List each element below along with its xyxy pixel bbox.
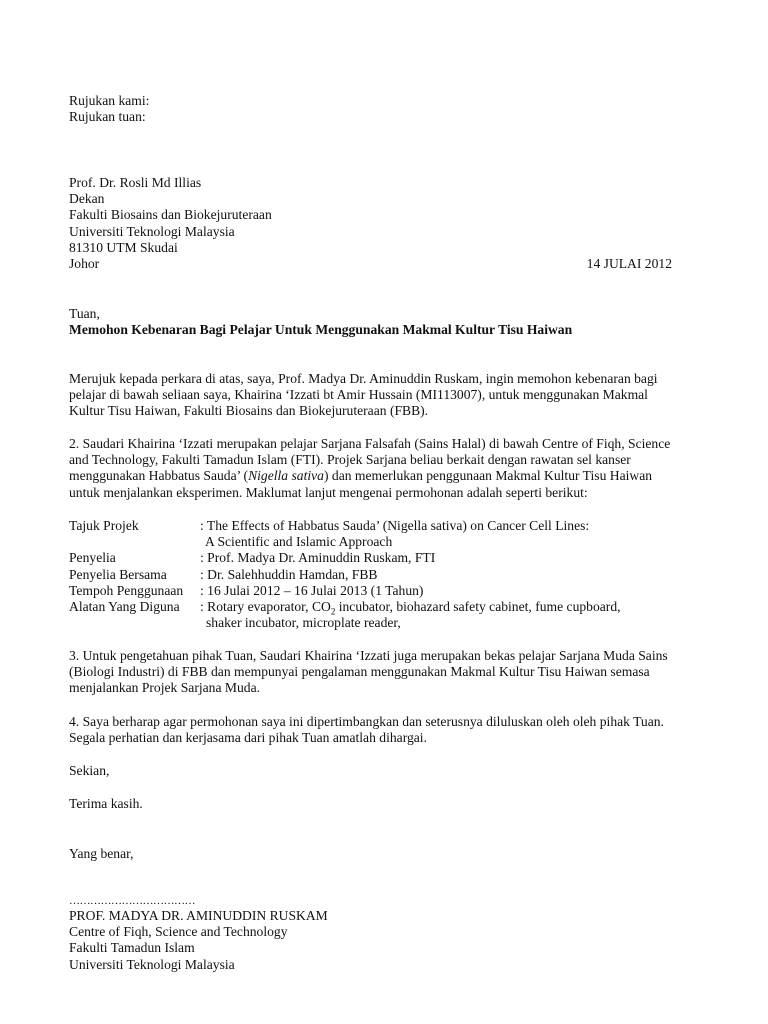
recipient-postcode: 81310 UTM Skudai: [69, 239, 178, 255]
detail-label: Tempoh Penggunaan: [69, 582, 184, 598]
co2-subscript: 2: [330, 606, 336, 617]
signatory-university: Universiti Teknologi Malaysia: [69, 956, 235, 972]
detail-label: Penyelia Bersama: [69, 566, 167, 582]
paragraph-2-line-3-end: ) dan memerlukan penggunaan Makmal Kultur Tisu Haiwan: [323, 468, 653, 484]
detail-value: : 16 Julai 2012 – 16 Julai 2013 (1 Tahun): [200, 582, 424, 598]
paragraph-2-line-2: and Technology, Fakulti Tamadun Islam (FTI). Projek Sarjana beliau berkait dengan rawatan sel kanser: [69, 452, 631, 468]
paragraph-2-line-4: untuk menjalankan eksperimen. Maklumat lanjut mengenai permohonan adalah seperti berikut:: [69, 484, 588, 500]
your-reference: Rujukan tuan:: [69, 109, 146, 125]
detail-label: Penyelia: [69, 550, 116, 566]
paragraph-1-line-1: Merujuk kepada perkara di atas, saya, Prof. Madya Dr. Aminuddin Ruskam, ingin memohon kebenaran bagi: [69, 371, 658, 386]
project-details: [69, 518, 709, 631]
recipient-faculty: Fakulti Biosains dan Biokejuruteraan: [69, 207, 272, 223]
species-name-italic: Nigella sativa: [248, 468, 324, 484]
detail-value: : The Effects of Habbatus Sauda’ (Nigella sativa) on Cancer Cell Lines:: [200, 518, 590, 533]
detail-row-supervisor: [69, 550, 709, 566]
paragraph-2-line-3: [69, 468, 699, 484]
paragraph-1-line-3: Kultur Tisu Haiwan, Fakulti Biosains dan Biokejuruteraan (FBB).: [69, 403, 429, 419]
detail-row-tools: [69, 599, 709, 615]
recipient-position: Dekan: [69, 191, 105, 207]
signature-block: [69, 894, 328, 973]
paragraph-3-line-3: menjalankan Projek Sarjana Muda.: [69, 680, 261, 696]
paragraph-4-line-1: 4. Saya berharap agar permohonan saya ini dipertimbangkan dan seterusnya diluluskan oleh oleh pihak Tuan.: [69, 714, 664, 729]
tools-value-start: : Rotary evaporator, CO: [200, 599, 331, 615]
detail-row-cosupervisor: [69, 567, 709, 583]
subject-line: Memohon Kebenaran Bagi Pelajar Untuk Menggunakan Makmal Kultur Tisu Haiwan: [69, 322, 573, 338]
detail-value-continued: A Scientific and Islamic Approach: [205, 534, 393, 550]
signatory-faculty: Fakulti Tamadun Islam: [69, 940, 195, 956]
recipient-name: Prof. Dr. Rosli Md Illias: [69, 175, 202, 190]
paragraph-3-line-2: (Biologi Industri) di FBB dan mempunyai pengalaman menggunakan Makmal Kultur Tisu Haiwan semasa: [69, 664, 650, 680]
paragraph-2: [69, 436, 699, 501]
references-block: [69, 93, 149, 125]
paragraph-3: [69, 648, 699, 697]
detail-value: : Dr. Salehhuddin Hamdan, FBB: [200, 566, 378, 582]
detail-label: Alatan Yang Diguna: [69, 599, 180, 615]
signatory-centre: Centre of Fiqh, Science and Technology: [69, 924, 288, 940]
detail-label: Tajuk Projek: [69, 518, 139, 533]
state-date-row: [69, 256, 672, 272]
paragraph-1-line-2: pelajar di bawah seliaan saya, Khairina ‘Izzati bt Amir Hussain (MI113007), untuk menggunakan Makmal: [69, 387, 648, 403]
recipient-state: Johor: [69, 256, 100, 272]
recipient-university: Universiti Teknologi Malaysia: [69, 223, 235, 239]
closing-sekian: Sekian,: [69, 763, 110, 778]
tools-value-end: incubator, biohazard safety cabinet, fume cupboard,: [335, 599, 621, 615]
paragraph-2-line-3-start: menggunakan Habbatus Sauda’ (: [69, 468, 249, 484]
salutation: Tuan,: [69, 306, 100, 321]
closing-thanks: Terima kasih.: [69, 796, 143, 811]
paragraph-3-line-1: 3. Untuk pengetahuan pihak Tuan, Saudari Khairina ‘Izzati juga merupakan bekas pelajar Sarjana Muda Sains: [69, 648, 668, 663]
detail-value: [200, 599, 709, 615]
detail-value: : Prof. Madya Dr. Aminuddin Ruskam, FTI: [200, 550, 436, 566]
tools-value-continued: shaker incubator, microplate reader,: [206, 615, 401, 631]
detail-row-period: [69, 583, 709, 599]
paragraph-2-line-1: 2. Saudari Khairina ‘Izzati merupakan pelajar Sarjana Falsafah (Sains Halal) di bawah Centre of Fiqh, Science: [69, 436, 671, 451]
salutation-block: [69, 306, 572, 338]
letter-date: 14 JULAI 2012: [586, 256, 672, 272]
our-reference: Rujukan kami:: [69, 93, 150, 108]
signatory-name: PROF. MADYA DR. AMINUDDIN RUSKAM: [69, 908, 328, 923]
paragraph-1: [69, 371, 699, 420]
signature-line: ………………………………: [69, 895, 195, 907]
closing-yours: Yang benar,: [69, 846, 134, 861]
recipient-address: [69, 175, 672, 272]
detail-row-title: [69, 518, 709, 534]
paragraph-4-line-2: Segala perhatian dan kerjasama dari pihak Tuan amatlah dihargai.: [69, 730, 427, 746]
paragraph-4: [69, 714, 699, 746]
